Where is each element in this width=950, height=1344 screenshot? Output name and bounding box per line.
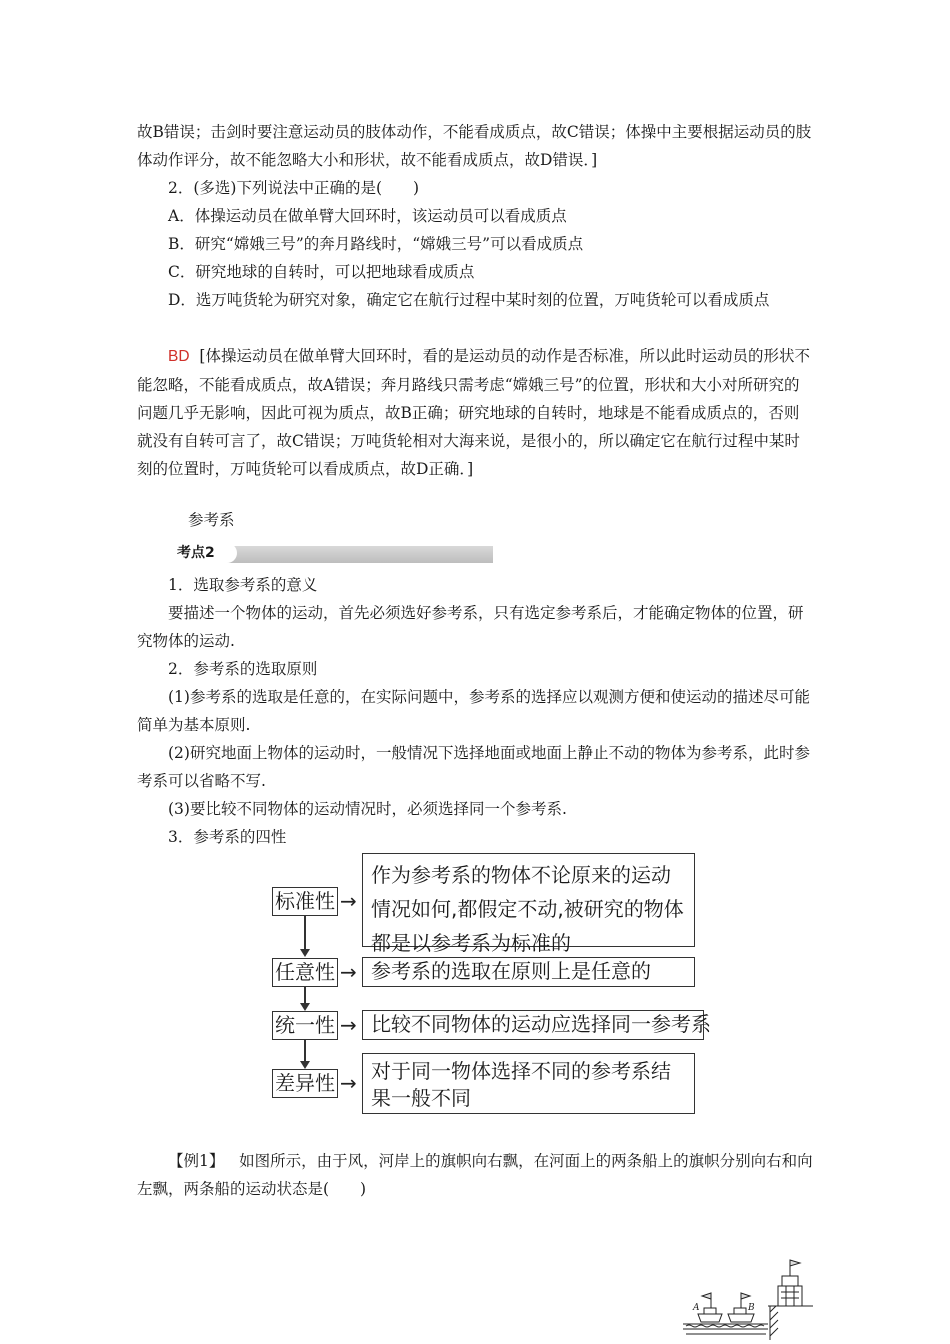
heading-3: 3．参考系的四性	[168, 828, 287, 846]
answer-text: [体操运动员在做单臂大回环时，看的是运动员的动作是否标准，所以此时运动员的形状不能忽略，不能看成质点，故A错误；奔月路线只需考虑“嫦娥三号”的位置，形状和大小对所研究的问题几乎无影响，因此可视为质点，故B正确；研究地球的自转时，地球是不能看成质点的，否则就没有自转可言了，故C错误；万吨货轮相对大海来说，是很小的，所以确定它在航行过程中某时刻的位置时，万吨货轮可以看成质点，故D正确．]	[137, 347, 810, 478]
arrow-right-icon: →	[340, 1013, 357, 1037]
arrow-right-icon: →	[340, 889, 357, 913]
section-text-2c: (3)要比较不同物体的运动情况时，必须选择同一个参考系.	[168, 800, 567, 818]
section-tag: 考点2	[171, 543, 237, 563]
label-arbitrary: 任意性	[272, 958, 338, 987]
connector-line	[304, 1040, 306, 1062]
section-title: 参考系	[188, 511, 235, 529]
label-unified: 统一性	[272, 1011, 338, 1040]
arrow-right-icon: →	[340, 960, 357, 984]
arrow-right-icon: →	[340, 1071, 357, 1095]
section-text-1: 要描述一个物体的运动，首先必须选好参考系，只有选定参考系后，才能确定物体的位置，研究物体的运动.	[137, 604, 804, 650]
label-standard: 标准性	[272, 887, 338, 916]
answer-key: BD	[168, 348, 190, 365]
heading-1: 1．选取参考系的意义	[168, 576, 318, 594]
arrow-down-icon	[300, 949, 310, 957]
option-a: A．体操运动员在做单臂大回环时，该运动员可以看成质点	[168, 207, 567, 225]
desc-difference: 对于同一物体选择不同的参考系结果一般不同	[362, 1053, 695, 1114]
desc-standard: 作为参考系的物体不论原来的运动情况如何,都假定不动,被研究的物体都是以参考系为标准的	[362, 853, 695, 947]
boats-figure	[678, 1256, 813, 1340]
section-text-2a: (1)参考系的选取是任意的，在实际问题中，参考系的选择应以观测方便和使运动的描述尽可能简单为基本原则.	[137, 688, 810, 734]
desc-arbitrary: 参考系的选取在原则上是任意的	[362, 957, 695, 987]
option-c: C．研究地球的自转时，可以把地球看成质点	[168, 263, 475, 281]
example-1	[137, 1147, 813, 1203]
arrow-down-icon	[300, 1061, 310, 1069]
boat-a-label: A	[693, 1303, 700, 1313]
arrow-down-icon	[300, 1003, 310, 1011]
heading-2: 2．参考系的选取原则	[168, 660, 318, 678]
question-2: 2．(多选)下列说法中正确的是( )	[168, 179, 420, 197]
connector-line	[304, 916, 306, 950]
paragraph-explanation-prev: 故B错误；击剑时要注意运动员的肢体动作，不能看成质点，故C错误；体操中主要根据运动员的肢体动作评分，故不能忽略大小和形状，故不能看成质点，故D错误．]	[137, 123, 812, 169]
label-difference: 差异性	[272, 1069, 338, 1098]
desc-unified: 比较不同物体的运动应选择同一参考系	[362, 1010, 704, 1040]
option-b: B．研究“嫦娥三号”的奔月路线时，“嫦娥三号”可以看成质点	[168, 235, 584, 253]
section-text-2b: (2)研究地面上物体的运动时，一般情况下选择地面或地面上静止不动的物体为参考系，此时参考系可以省略不写.	[137, 744, 810, 790]
boat-b-label: B	[748, 1303, 755, 1313]
example-tag: 【例1】	[168, 1152, 225, 1170]
answer-paragraph	[137, 342, 813, 483]
option-d: D．选万吨货轮为研究对象，确定它在航行过程中某时刻的位置，万吨货轮可以看成质点	[168, 291, 770, 309]
example-text: 如图所示，由于风，河岸上的旗帜向右飘，在河面上的两条船上的旗帜分别向右和向左飘，两条船的运动状态是( )	[137, 1152, 813, 1198]
connector-line	[304, 987, 306, 1004]
